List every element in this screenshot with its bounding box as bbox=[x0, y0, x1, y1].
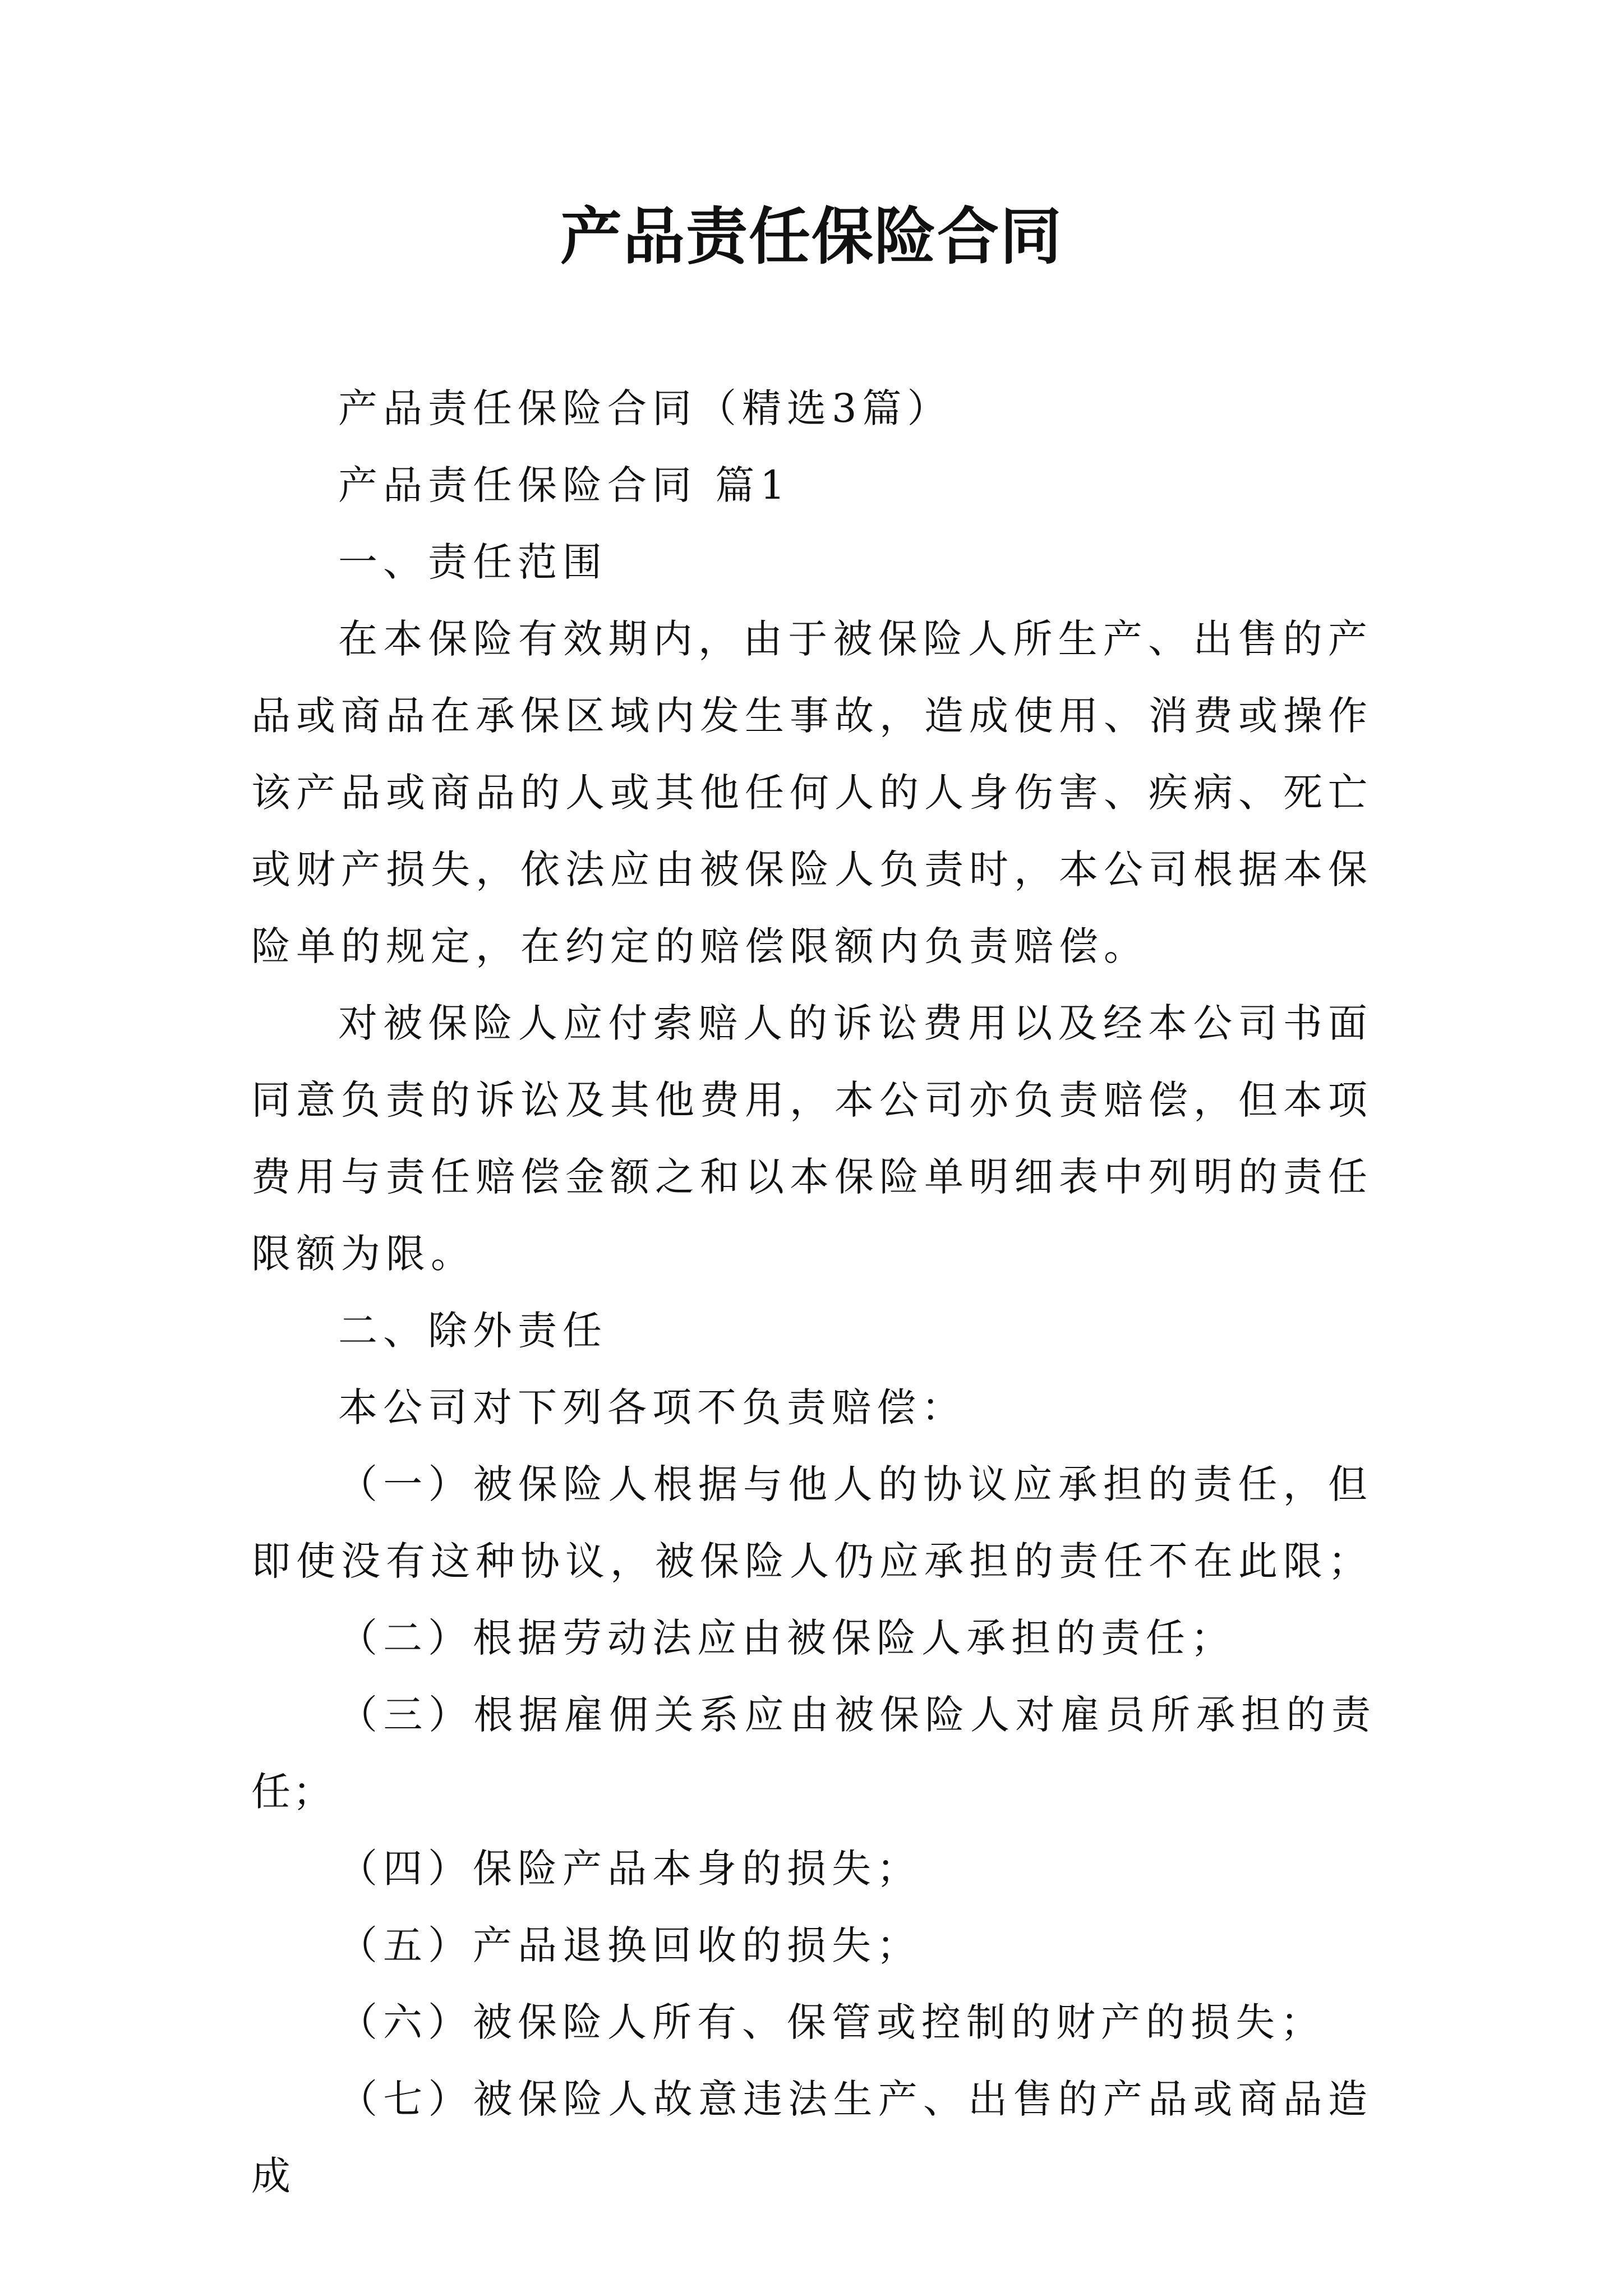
document-body bbox=[251, 370, 1373, 2215]
paragraph-litigation-costs: 对被保险人应付索赔人的诉讼费用以及经本公司书面同意负责的诉讼及其他费用，本公司亦负责赔偿，但本项费用与责任赔偿金额之和以本保险单明细表中列明的责任限额为限。 bbox=[251, 1000, 1373, 1277]
paragraph-heading-exclusions: 二、除外责任 bbox=[338, 1308, 607, 1354]
paragraph-exclusion-6: （六）被保险人所有、保管或控制的财产的损失； bbox=[338, 1999, 1325, 2045]
paragraph-exclusion-7: （七）被保险人故意违法生产、出售的产品或商品造成 bbox=[251, 2076, 1373, 2199]
paragraph-section-heading: 产品责任保险合同 篇1 bbox=[338, 462, 791, 508]
paragraph-exclusions-intro: 本公司对下列各项不负责赔偿： bbox=[338, 1384, 966, 1430]
paragraph-exclusion-4: （四）保险产品本身的损失； bbox=[338, 1846, 921, 1892]
paragraph-exclusion-3: （三）根据雇佣关系应由被保险人对雇员所承担的责任； bbox=[251, 1692, 1373, 1815]
paragraph-heading-liability-scope: 一、责任范围 bbox=[338, 539, 607, 585]
paragraph-subtitle: 产品责任保险合同（精选3篇） bbox=[338, 385, 952, 431]
paragraph-exclusion-5: （五）产品退换回收的损失； bbox=[338, 1922, 921, 1968]
paragraph-liability-scope: 在本保险有效期内，由于被保险人所生产、出售的产品或商品在承保区域内发生事故，造成使用、消费或操作该产品或商品的人或其他任何人的人身伤害、疾病、死亡或财产损失，依法应由被保险人负责时，本公司根据本保险单的规定，在约定的赔偿限额内负责赔偿。 bbox=[251, 616, 1373, 969]
paragraph-exclusion-1: （一）被保险人根据与他人的协议应承担的责任，但即使没有这种协议，被保险人仍应承担的责任不在此限； bbox=[251, 1461, 1373, 1584]
paragraph-exclusion-2: （二）根据劳动法应由被保险人承担的责任； bbox=[338, 1615, 1235, 1661]
document-title: 产品责任保险合同 bbox=[560, 200, 1063, 273]
